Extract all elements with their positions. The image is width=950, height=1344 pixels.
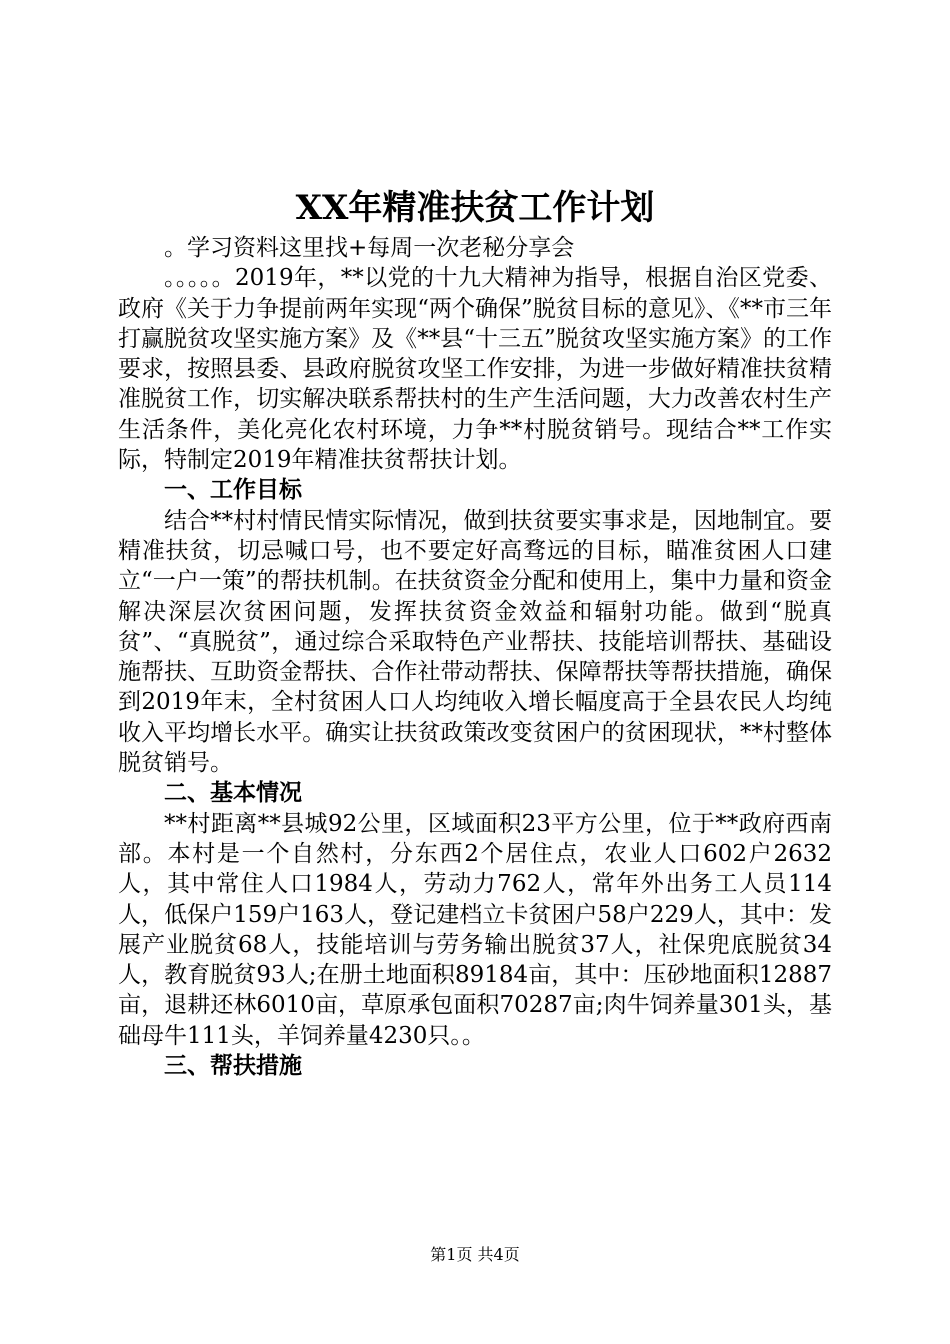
section-heading-measures: 三、帮扶措施	[164, 1052, 302, 1080]
note-paragraph: 。学习资料这里找+每周一次老秘分享会	[164, 235, 575, 261]
document-title: XX年精准扶贫工作计划	[295, 188, 655, 228]
section-heading-goals: 一、工作目标	[164, 476, 302, 504]
intro-paragraph: 。。。。。2019年，**以党的十九大精神为指导，根据自治区党委、政府《关于力争提前两年实现“两个确保”脱贫目标的意见》、《**市三年打赢脱贫攻坚实施方案》及《**县“十三五”脱贫攻坚实施方案》的工作要求，按照县委、县政府脱贫攻坚工作安排，为进一步做好精准扶贫精准脱贫工作，切实解决联系帮扶村的生产生活问题，大力改善农村生产生活条件，美化亮化农村环境，力争**村脱贫销号。现结合**工作实际，特制定2019年精准扶贫帮扶计划。	[118, 265, 832, 474]
section-body-basic-info: **村距离**县城92公里，区域面积23平方公里，位于**政府西南部。本村是一个自然村，分东西2个居住点，农业人口602户2632人，其中常住人口1984人，劳动力762人，常年外出务工人员114人，低保户159户163人，登记建档立卡贫困户58户229人，其中：发展产业脱贫68人，技能培训与劳务输出脱贫37人，社保兜底脱贫34人，教育脱贫93人;在册土地面积89184亩，其中：压砂地面积12887亩，退耕还林6010亩，草原承包面积70287亩;肉牛饲养量301头，基础母牛111头，羊饲养量4230只。。	[118, 810, 832, 1049]
section-heading-basic-info: 二、基本情况	[164, 779, 302, 807]
section-body-goals: 结合**村村情民情实际情况，做到扶贫要实事求是，因地制宜。要精准扶贫，切忌喊口号，也不要定好高骛远的目标，瞄准贫困人口建立“一户一策”的帮扶机制。在扶贫资金分配和使用上，集中力量和资金解决深层次贫困问题，发挥扶贫资金效益和辐射功能。做到“脱真贫”、“真脱贫”，通过综合采取特色产业帮扶、技能培训帮扶、基础设施帮扶、互助资金帮扶、合作社带动帮扶、保障帮扶等帮扶措施，确保到2019年末，全村贫困人口人均纯收入增长幅度高于全县农民人均纯收入平均增长水平。确实让扶贫政策改变贫困户的贫困现状，**村整体脱贫销号。	[118, 507, 832, 777]
document-body	[118, 233, 832, 1081]
page-number: 第1页 共4页	[430, 1245, 520, 1264]
